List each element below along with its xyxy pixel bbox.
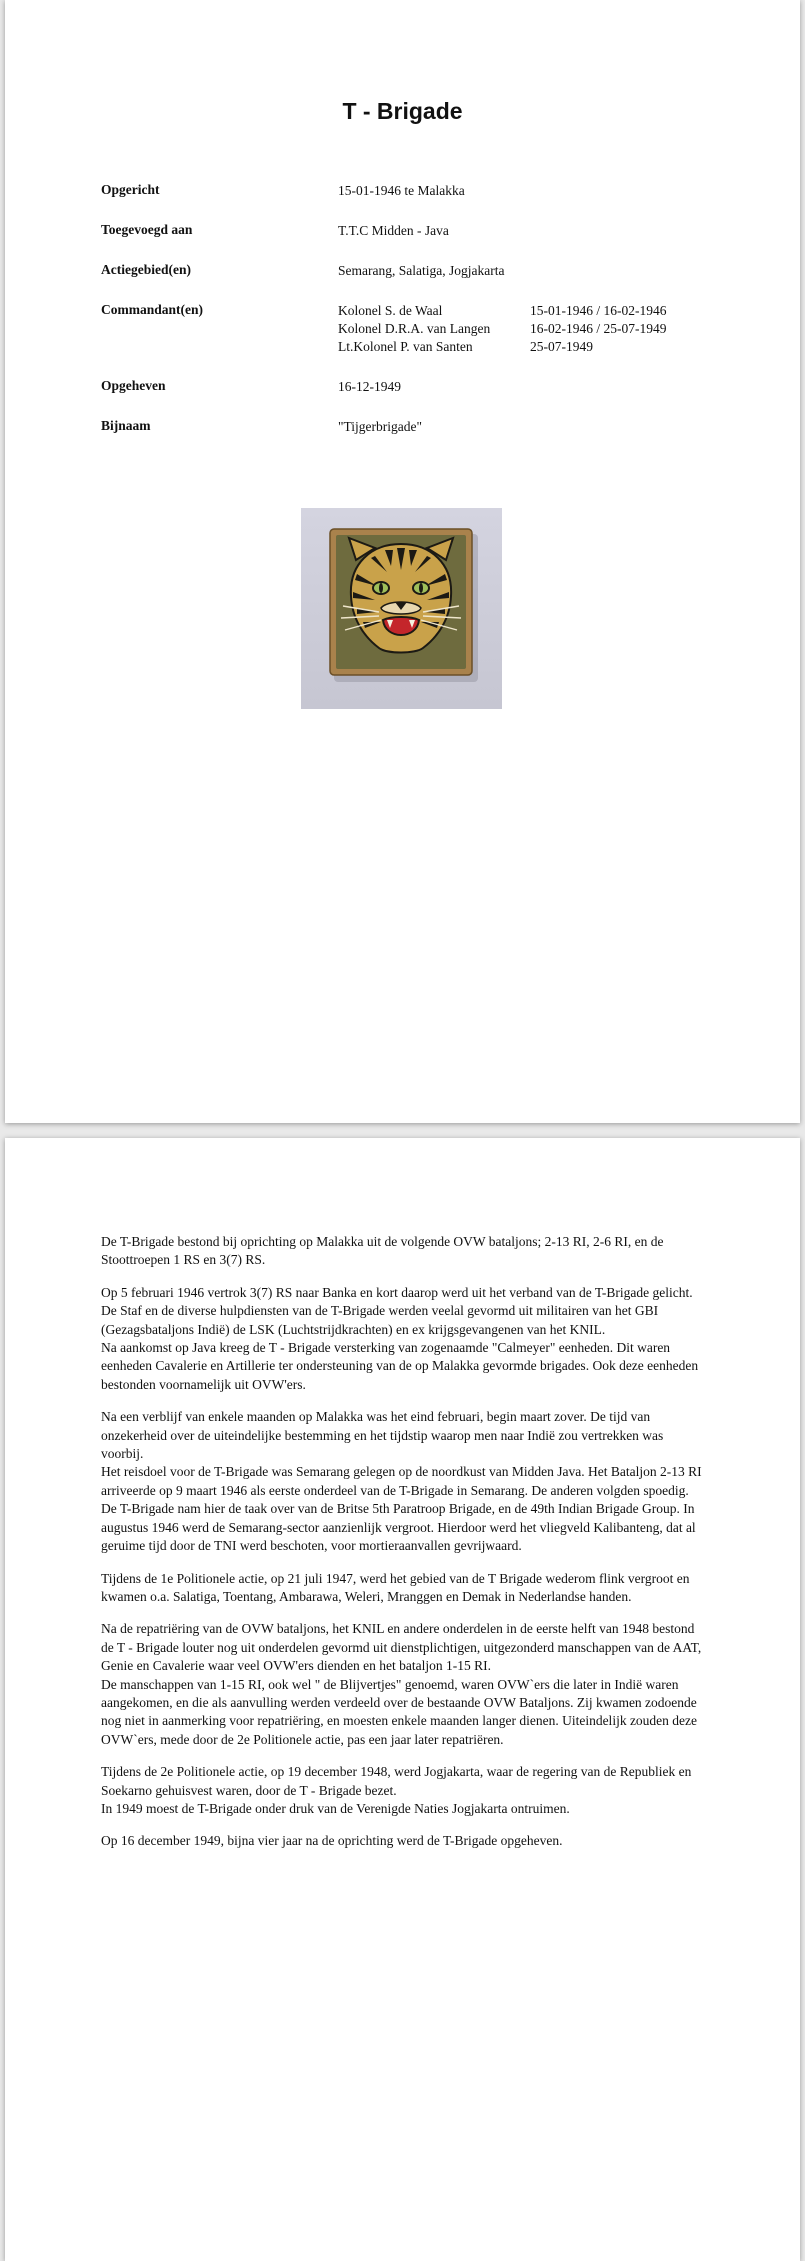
commander-name: Kolonel S. de Waal [338,303,443,318]
text-line: Op 5 februari 1946 vertrok 3(7) RS naar Banka en kort daarop werd uit het verband van de T-Brigade gelicht. [101,1284,693,1300]
commander-name: Lt.Kolonel P. van Santen [338,339,473,354]
paragraph [101,1620,705,1749]
fact-value: T.T.C Midden - Java [338,223,449,238]
text-line: Na de repatriëring van de OVW bataljons, het KNIL en andere onderdelen in de eerste helft van 1948 bestond de T - Brigade louter nog uit onderdelen gevormd uit dienstplichtigen, uitgezonderd manschappen van de AAT, Genie en Cavalerie waar veel OVW'ers dienden en het bataljon 1-15 RI. [101,1621,702,1674]
fact-row-bijnaam [101,418,721,436]
commander-entry [338,338,721,356]
fact-row-toegevoegd [101,222,721,240]
fact-value: "Tijgerbrigade" [338,419,423,434]
fact-row-opgericht [101,182,721,200]
fact-value: 16-12-1949 [338,379,401,394]
paragraph [101,1763,705,1818]
text-line: De manschappen van 1-15 RI, ook wel " de Blijvertjes" genoemd, waren OVW`ers die later in Indië waren aangekomen, en die als aanvulling werden verdeeld over de bestaande OVW Bataljons. Zij kwamen zodoende nog niet in aanmerking voor repatriëring, en moesten enkele maanden langer dienen. Uiteindelijk zouden deze OVW`ers, mede door de 2e Politionele actie, pas een jaar later repatriëren. [101,1676,698,1747]
paragraph [101,1408,705,1555]
tiger-head-emblem-icon [301,508,502,709]
text-line: Tijdens de 2e Politionele actie, op 19 december 1948, werd Jogjakarta, waar de regering van de Republiek en Soekarno gehuisvest waren, door de T - Brigade bezet. [101,1764,692,1798]
commander-name: Kolonel D.R.A. van Langen [338,321,491,336]
text-line: De T-Brigade nam hier de taak over van de Britse 5th Paratroop Brigade, en de 49th Indian Brigade Group. In augustus 1946 werd de Semarang-sector aanzienlijk vergroot. Hierdoor werd het vliegveld Kalibanteng, dat al geruime tijd door de TNI werd beschoten, voor mortieraanvallen gevrijwaard. [101,1501,696,1554]
text-line: Het reisdoel voor de T-Brigade was Semarang gelegen op de noordkust van Midden Java. Het Bataljon 2-13 RI arriveerde op 9 maart 1946 als eerste onderdeel van de T-Brigade in Semarang. De anderen volgden spoedig. [101,1464,702,1498]
commander-entry [338,302,721,320]
text-line: Na een verblijf van enkele maanden op Malakka was het eind februari, begin maart zover. De tijd van onzekerheid over de uiteindelijke bestemming en het tijdstip waarop men naar Indië zou vertrekken was voorbij. [101,1409,664,1462]
text-line: De T-Brigade bestond bij oprichting op Malakka uit de volgende OVW bataljons; 2-13 RI, 2-6 RI, en de Stoottroepen 1 RS en 3(7) RS. [101,1234,664,1268]
fact-label: Opgericht [101,182,160,197]
fact-row-commandanten [101,302,721,356]
document-page-2 [5,1138,800,2261]
commander-period: 15-01-1946 / 16-02-1946 [530,303,667,318]
commander-period: 16-02-1946 / 25-07-1949 [530,321,667,336]
fact-label: Toegevoegd aan [101,222,193,237]
commander-list [338,302,721,356]
page-title: T - Brigade [342,98,463,124]
fact-label: Commandant(en) [101,302,204,317]
history-text [101,1233,705,1865]
fact-value: Semarang, Salatiga, Jogjakarta [338,263,505,278]
facts-table [101,182,721,458]
text-line: Tijdens de 1e Politionele actie, op 21 juli 1947, werd het gebied van de T Brigade wederom flink vergroot en kwamen o.a. Salatiga, Toentang, Ambarawa, Weleri, Mranggen en Demak in Nederlandse handen. [101,1570,690,1604]
fact-label: Bijnaam [101,418,151,433]
commander-period: 25-07-1949 [530,339,593,354]
fact-row-opgeheven [101,378,721,396]
fact-row-actiegebied [101,262,721,280]
text-line: In 1949 moest de T-Brigade onder druk van de Verenigde Naties Jogjakarta ontruimen. [101,1800,570,1816]
document-page-1 [5,0,800,1123]
tiger-badge-photo [301,508,502,709]
text-line: Op 16 december 1949, bijna vier jaar na de oprichting werd de T-Brigade opgeheven. [101,1833,563,1849]
paragraph [101,1570,705,1607]
paragraph [101,1832,705,1850]
text-line: Na aankomst op Java kreeg de T - Brigade versterking van zogenaamde "Calmeyer" eenheden. Dit waren eenheden Cavalerie en Artillerie ter ondersteuning van de op Malakka gevormde brigades. Ook deze eenheden bestonden voornamelijk uit OVW'ers. [101,1340,699,1392]
fact-value: 15-01-1946 te Malakka [338,183,465,198]
fact-label: Actiegebied(en) [101,262,191,277]
fact-label: Opgeheven [101,378,166,393]
commander-entry [338,320,721,338]
paragraph [101,1284,705,1394]
paragraph [101,1233,705,1270]
text-line: De Staf en de diverse hulpdiensten van de T-Brigade werden veelal gevormd uit militairen van het GBI (Gezagsbataljons Indië) de LSK (Luchtstrijdkrachten) en ex krijgsgevangenen van het KNIL. [101,1303,659,1337]
